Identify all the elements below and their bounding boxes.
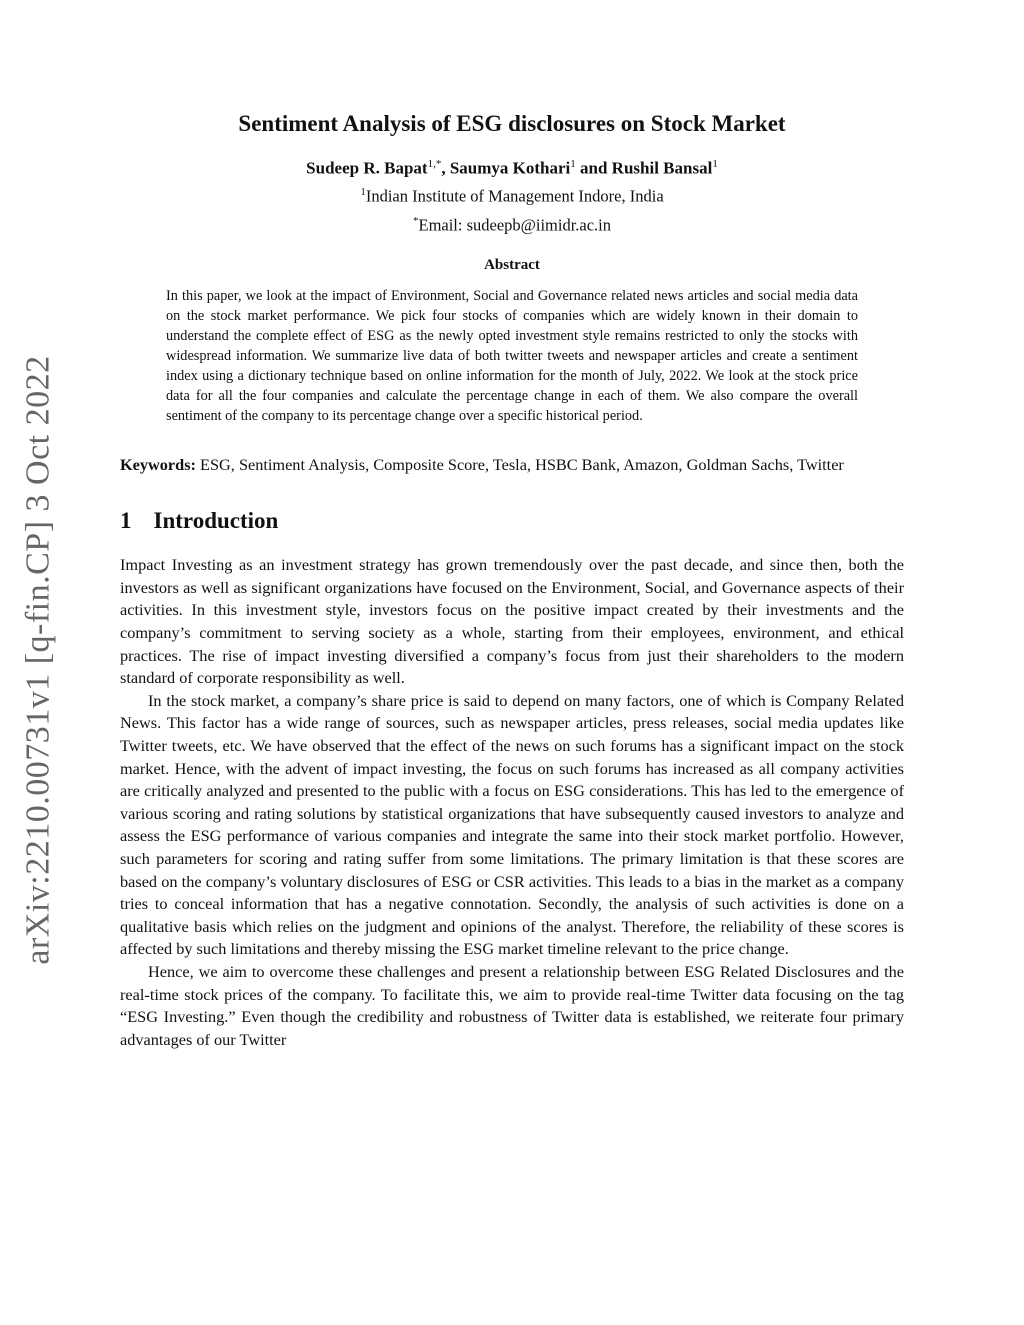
- keywords-label: Keywords:: [120, 455, 196, 475]
- arxiv-identifier: arXiv:2210.00731v1 [q-fin.CP] 3 Oct 2022: [20, 355, 57, 965]
- section-title: Introduction: [153, 508, 279, 534]
- body-paragraph: In the stock market, a company’s share price is said to depend on many factors, one of which is Company Related News. This factor has a wide range of sources, such as newspaper articles, press releases, social media updates like Twitter tweets, etc. We have observed that the effect of the news on such forums has a significant impact on the stock market. Hence, with the advent of impact investing, the focus on such forums has increased as all company activities are critically analyzed and presented to the public with a focus on ESG considerations. This has led to the emergence of various scoring and rating solutions by statistical organizations that have subsequently caused investors to analyze and assess the ESG performance of various companies and integrate the same into their stock market portfolio. However, such parameters for scoring and rating suffer from some limitations. The primary limitation is that these scores are based on the company’s voluntary disclosures of ESG or CSR activities. This leads to a bias in the market as a company tries to conceal information that has a negative connotation. Secondly, the analysis of such activities is done on a qualitative basis which relies on the judgment and opinions of the analyst. Therefore, the reliability of these scores is affected by such limitations and thereby missing the ESG market timeline relevant to the price change.: [120, 690, 904, 959]
- keywords-text: ESG, Sentiment Analysis, Composite Score, Tesla, HSBC Bank, Amazon, Goldman Sachs, Twitter: [200, 455, 844, 475]
- corresponding-email: [120, 215, 904, 236]
- affiliation-mark: 1: [360, 186, 366, 199]
- author-separator: and: [575, 158, 612, 178]
- section-heading: [120, 508, 904, 534]
- author-list: [120, 158, 904, 179]
- author-mark: 1,*: [427, 157, 442, 170]
- author-mark: 1: [570, 157, 576, 170]
- author-affiliation: [120, 186, 904, 207]
- body-paragraph: Hence, we aim to overcome these challenges and present a relationship between ESG Related Disclosures and the real-time stock prices of the company. To facilitate this, we aim to provide real-time Twitter data focusing on the tag “ESG Investing.” Even though the credibility and robustness of Twitter data is established, we reiterate four primary advantages of our Twitter: [120, 961, 904, 1049]
- email-mark: *: [412, 214, 419, 227]
- abstract-body: In this paper, we look at the impact of Environment, Social and Governance related news articles and social media data on the stock market performance. We pick four stocks of companies which are widely known in their domain to understand the complete effect of ESG as the newly opted investment style remains restricted to only the stocks with widespread information. We summarize live data of both twitter tweets and newspaper articles and create a sentiment index using a dictionary technique based on online information for the month of July, 2022. We look at the stock price data for all the four companies and calculate the percentage change in each of them. We also compare the overall sentiment of the company to its percentage change over a specific historical period.: [166, 288, 858, 425]
- arxiv-identifier-stamp: [4, 355, 74, 965]
- author-mark: 1: [712, 157, 718, 170]
- email-text: Email: sudeepb@iimidr.ac.in: [418, 215, 612, 235]
- paper-title: Sentiment Analysis of ESG disclosures on Stock Market: [238, 111, 786, 136]
- author-name: Sudeep R. Bapat: [306, 158, 428, 178]
- abstract-heading: Abstract: [484, 257, 540, 274]
- paper-page: [120, 110, 904, 1051]
- author-separator: ,: [441, 158, 450, 178]
- body-paragraph: Impact Investing as an investment strategy has grown tremendously over the past decade, and since then, both the investors as well as significant organizations have focused on the Environment, Social, and Governance aspects of their activities. In this investment style, investors focus on the positive impact created by their investments and the company’s commitment to serving society as a whole, starting from their employees, environment, and ethical practices. The rise of impact investing diversified a company’s focus from just their shareholders to the modern standard of corporate responsibility as well.: [120, 555, 904, 688]
- author-name: Rushil Bansal: [611, 158, 713, 178]
- section-number: 1: [120, 508, 132, 534]
- keywords: [120, 454, 904, 476]
- affiliation-text: Indian Institute of Management Indore, India: [365, 186, 664, 206]
- author-name: Saumya Kothari: [449, 158, 571, 178]
